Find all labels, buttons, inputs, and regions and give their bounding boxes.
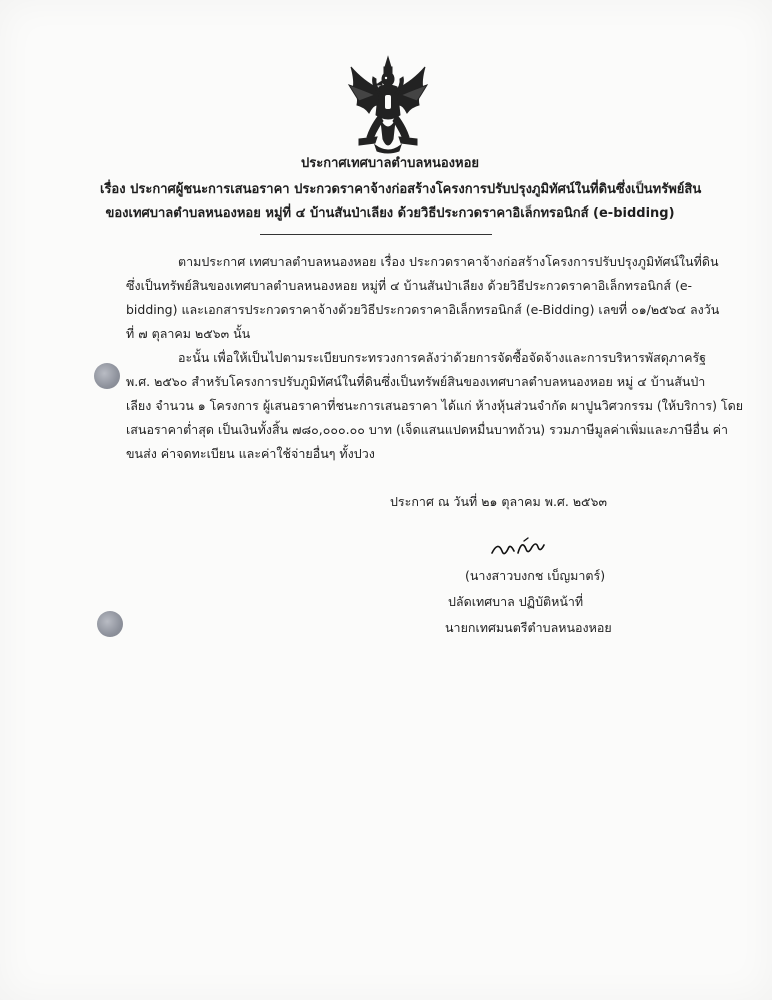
heading-subject-line-1: เรื่อง ประกาศผู้ชนะการเสนอราคา ประกวดราคาจ้างก่อสร้างโครงการปรับปรุงภูมิทัศน์ในที่ดินซึ่งเป็นทรัพย์สิน — [100, 182, 702, 197]
para1-line-4: ที่ ๗ ตุลาคม ๒๕๖๓ นั้น — [126, 326, 251, 341]
handwritten-signature — [488, 535, 548, 561]
signer-role: นายกเทศมนตรีตำบลหนองหอย — [445, 620, 612, 635]
para2-line-2: พ.ศ. ๒๕๖๐ สำหรับโครงการปรับภูมิทัศน์ในที่ดินซึ่งเป็นทรัพย์สินของเทศบาลตำบลหนองหอย หมู่ ๔ บ้านสันป่า — [126, 374, 706, 389]
para1-line-3: bidding) และเอกสารประกวดราคาจ้างด้วยวิธีประกวดราคาอิเล็กทรอนิกส์ (e-Bidding) เลขที่ ๐๑/๒๕๖๔ ลงวัน — [126, 302, 720, 317]
heading-divider — [260, 234, 492, 235]
punch-hole-icon — [97, 611, 123, 637]
garuda-emblem-icon — [345, 55, 431, 155]
para2-line-5: ขนส่ง ค่าจดทะเบียน และค่าใช้จ่ายอื่นๆ ทั้งปวง — [126, 446, 375, 461]
signer-name: (นางสาวบงกช เบ็ญมาตร์) — [465, 568, 606, 583]
para1-line-1: ตามประกาศ เทศบาลตำบลหนองหอย เรื่อง ประกวดราคาจ้างก่อสร้างโครงการปรับปรุงภูมิทัศน์ในที่ดิน — [178, 254, 719, 269]
announcement-date: ประกาศ ณ วันที่ ๒๑ ตุลาคม พ.ศ. ๒๕๖๓ — [390, 494, 607, 509]
punch-hole-icon — [94, 363, 120, 389]
para2-line-1: อะนั้น เพื่อให้เป็นไปตามระเบียบกระทรวงการคลังว่าด้วยการจัดซื้อจัดจ้างและการบริหารพัสดุภาครัฐ — [178, 350, 707, 365]
heading-subject-line-2: ของเทศบาลตำบลหนองหอย หมู่ที่ ๔ บ้านสันป่าเลียง ด้วยวิธีประกวดราคาอิเล็กทรอนิกส์ (e-bidding) — [105, 206, 675, 221]
para2-line-4: เสนอราคาต่ำสุด เป็นเงินทั้งสิ้น ๗๘๐,๐๐๐.๐๐ บาท (เจ็ดแสนแปดหมื่นบาทถ้วน) รวมภาษีมูลค่าเพิ่มและภาษีอื่น ค่า — [126, 422, 728, 437]
signer-position: ปลัดเทศบาล ปฏิบัติหน้าที่ — [448, 594, 584, 609]
para2-line-3: เลียง จำนวน ๑ โครงการ ผู้เสนอราคาที่ชนะการเสนอราคา ได้แก่ ห้างหุ้นส่วนจำกัด ผาปูนวิศวกรรม (ให้บริการ) โดย — [126, 398, 744, 413]
para1-line-2: ซึ่งเป็นทรัพย์สินของเทศบาลตำบลหนองหอย หมู่ที่ ๔ บ้านสันป่าเลียง ด้วยวิธีประกวดราคาอิเล็กทรอนิกส์ (e- — [126, 278, 693, 293]
heading-org: ประกาศเทศบาลตำบลหนองหอย — [301, 156, 479, 171]
